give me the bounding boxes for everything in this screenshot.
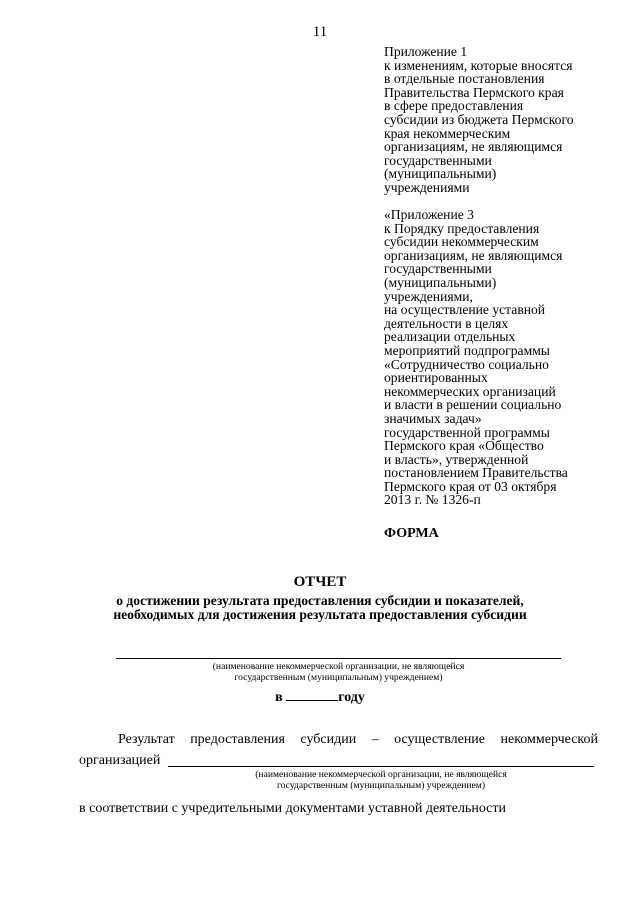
appendix-1-line: учреждениями: [384, 179, 470, 195]
appendix-3-line: ориентированных: [384, 370, 488, 386]
org-name-hint: [116, 661, 561, 683]
appendix-3-line: субсидии некоммерческим: [384, 234, 539, 250]
org-name-hint-line: (наименование некоммерческой организации, не являющейся: [212, 661, 465, 672]
appendix-3-line: Пермского края «Общество: [384, 438, 544, 454]
report-title: ОТЧЕТ: [293, 574, 347, 590]
appendix-3-line: (муниципальными): [384, 274, 497, 290]
appendix-3-line: к Порядку предоставления: [384, 220, 540, 236]
year-row: [0, 688, 640, 706]
appendix-1-line: организациям, не являющимся: [384, 139, 563, 155]
appendix-3-line: и власти в решении социально: [384, 397, 562, 413]
appendix-3-heading: [384, 208, 568, 507]
organization-fill-line[interactable]: [168, 766, 594, 767]
form-label: ФОРМА: [384, 526, 439, 541]
appendix-1-line: субсидии из бюджета Пермского: [384, 111, 574, 127]
organization-hint-line: (наименование некоммерческой организации, не являющейся: [255, 769, 507, 780]
report-subtitle-line: о достижении результата предоставления субсидии и показателей,: [116, 593, 524, 608]
para-word: некоммерческой: [500, 732, 599, 747]
appendix-3-line: мероприятий подпрограммы: [384, 342, 550, 358]
appendix-1-line: к изменениям, которые вносятся: [384, 57, 573, 73]
appendix-3-line: государственными: [384, 261, 492, 277]
appendix-3-line: учреждениями,: [384, 288, 473, 304]
org-name-fill-line[interactable]: [116, 658, 561, 659]
para-word: субсидии: [300, 732, 357, 747]
para-word: предоставления: [190, 732, 285, 747]
appendix-3-line: «Приложение 3: [384, 207, 474, 222]
appendix-3-line: постановлением Правительства: [384, 465, 568, 481]
appendix-1-heading: [384, 45, 574, 195]
para-word: –: [371, 732, 379, 747]
org-name-hint-line: государственным (муниципальным) учреждением): [234, 672, 443, 683]
appendix-1-line: (муниципальными): [384, 166, 497, 182]
appendix-3-line: некоммерческих организаций: [384, 383, 556, 399]
appendix-1-line: в отдельные постановления: [384, 71, 545, 87]
appendix-3-line: на осуществление уставной: [384, 302, 546, 318]
appendix-1-line: Приложение 1: [384, 44, 468, 59]
organization-hint: [168, 769, 594, 791]
appendix-3-line: значимых задач»: [384, 410, 482, 426]
year-prefix: в: [275, 690, 283, 705]
appendix-1-line: в сфере предоставления: [384, 98, 524, 114]
appendix-3-line: Пермского края от 03 октября: [384, 478, 557, 494]
para-word: осуществление: [394, 732, 486, 747]
organization-hint-line: государственным (муниципальным) учреждением): [276, 780, 486, 791]
appendix-3-line: реализации отдельных: [384, 329, 516, 345]
organization-label: организацией: [79, 753, 161, 768]
appendix-3-line: организациям, не являющимся: [384, 247, 563, 263]
para-word: Результат: [118, 732, 175, 747]
appendix-3-line: деятельности в целях: [384, 315, 509, 331]
year-fill-blank[interactable]: [286, 688, 338, 701]
appendix-3-line: «Сотрудничество социально: [384, 356, 549, 372]
result-paragraph-line-1: [118, 732, 598, 748]
appendix-1-line: края некоммерческим: [384, 125, 511, 141]
appendix-3-line: 2013 г. № 1326-п: [384, 492, 481, 508]
report-subtitle: [0, 594, 640, 622]
appendix-3-line: и власть», утвержденной: [384, 451, 529, 467]
report-subtitle-line: необходимых для достижения результата предоставления субсидии: [113, 607, 527, 622]
year-suffix: году: [338, 690, 365, 705]
charter-paragraph: в соответствии с учредительными документами уставной деятельности: [79, 801, 506, 816]
appendix-1-line: Правительства Пермского края: [384, 84, 564, 100]
appendix-3-line: государственной программы: [384, 424, 550, 440]
appendix-1-line: государственными: [384, 152, 492, 168]
page-number: 11: [312, 24, 328, 40]
